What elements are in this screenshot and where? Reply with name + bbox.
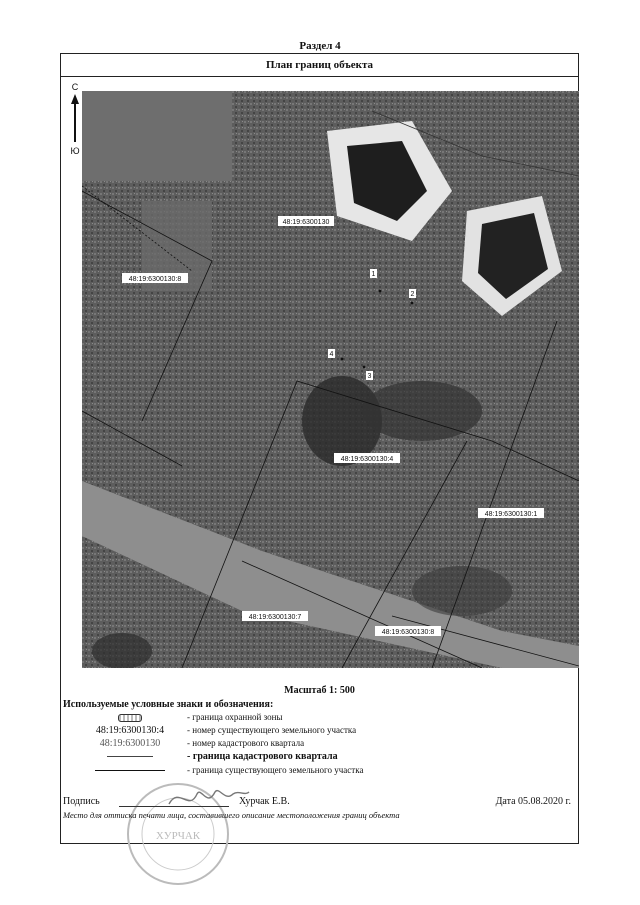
document-title: План границ объекта [61, 54, 578, 77]
quarter-number-label: 48:19:6300130 [282, 219, 330, 226]
cadastral-map [82, 91, 579, 668]
signer-name: Хурчак Е.В. [239, 796, 290, 807]
legend-item [61, 751, 578, 764]
signature-label: Подпись [63, 796, 100, 807]
point-label: 1 [371, 271, 376, 278]
parcel-label: 48:19:6300130:7 [248, 614, 302, 621]
legend-symbol: 48:19:6300130:4 [95, 725, 165, 736]
parcel-label: 48:19:6300130:4 [340, 456, 394, 463]
legend-item [61, 712, 578, 725]
legend-desc: - номер кадастрового квартала [187, 738, 305, 748]
parcel-border-symbol-icon [75, 765, 185, 775]
protection-zone-symbol-icon [75, 712, 185, 722]
parcel-label: 48:19:6300130:8 [128, 276, 182, 283]
parcel-label: 48:19:6300130:8 [381, 629, 435, 636]
point-label: 3 [367, 373, 372, 380]
legend-title: Используемые условные знаки и обозначения: [63, 699, 274, 710]
legend-item [61, 738, 578, 751]
legend-desc: - граница охранной зоны [187, 712, 283, 722]
legend-desc: - граница существующего земельного участка [187, 765, 364, 775]
legend-item [61, 765, 578, 778]
compass-south-label: Ю [70, 146, 80, 156]
point-label: 2 [410, 291, 415, 298]
map-image [82, 91, 579, 668]
signature-row [63, 796, 577, 810]
legend-desc: - граница кадастрового квартала [187, 751, 338, 762]
point-label: 4 [329, 351, 334, 358]
quarter-border-symbol-icon [75, 751, 185, 761]
svg-text:ХУРЧАК: ХУРЧАК [155, 830, 201, 842]
parcel-label: 48:19:6300130:1 [484, 511, 538, 518]
legend-symbol: 48:19:6300130 [99, 738, 161, 749]
section-label: Раздел 4 [299, 40, 341, 52]
legend-item [61, 725, 578, 738]
compass-north-label: С [71, 82, 79, 92]
signature-line [119, 806, 229, 807]
legend-desc: - номер существующего земельного участка [187, 725, 357, 735]
document-frame [60, 53, 579, 844]
north-arrow-icon [70, 94, 80, 144]
map-scale: Масштаб 1: 500 [284, 685, 355, 696]
compass [67, 82, 83, 162]
seal-note: Место для оттиска печати лица, составившего описание местоположения границ объекта [63, 810, 400, 820]
signature-date: Дата 05.08.2020 г. [495, 796, 571, 807]
